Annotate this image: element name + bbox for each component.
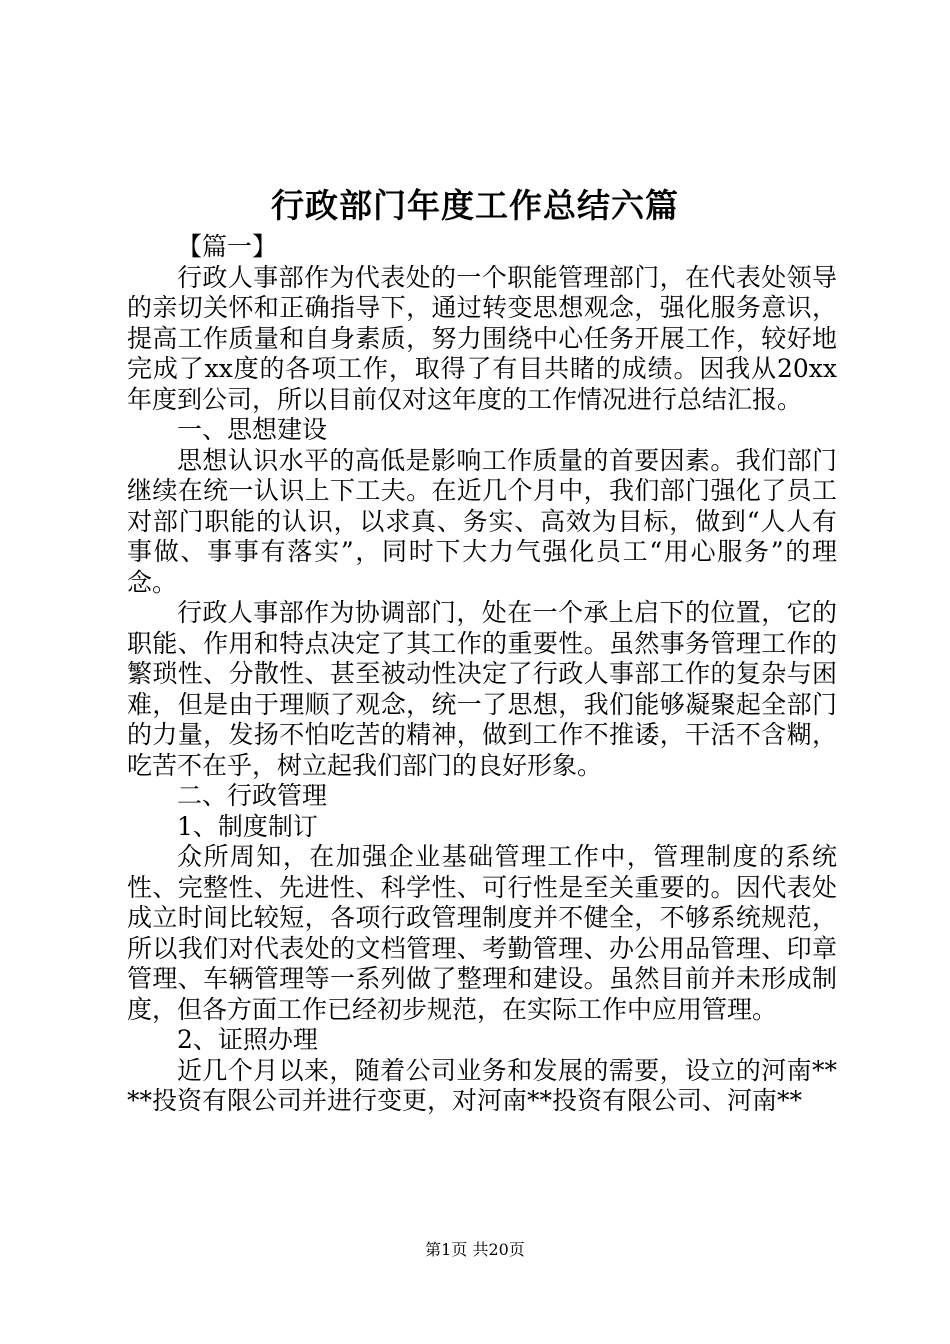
document-title: 行政部门年度工作总结六篇 bbox=[271, 186, 679, 225]
body-paragraph: 近几个月以来，随着公司业务和发展的需要，设立的河南****投资有限公司并进行变更，对河南**投资有限公司、河南** bbox=[127, 1055, 837, 1115]
section-label: 【篇一】 bbox=[177, 232, 278, 261]
subsection-heading: 2、证照办理 bbox=[177, 1025, 318, 1054]
body-paragraph: 思想认识水平的高低是影响工作质量的首要因素。我们部门继续在统一认识上下工夫。在近几个月中，我们部门强化了员工对部门职能的认识，以求真、务实、高效为目标，做到“人人有事做、事事有落实”，同时下大力气强化员工“用心服务”的理念。 bbox=[127, 445, 837, 597]
section-heading: 一、思想建设 bbox=[177, 415, 328, 444]
body-paragraph: 行政人事部作为协调部门，处在一个承上启下的位置，它的职能、作用和特点决定了其工作的重要性。虽然事务管理工作的繁琐性、分散性、甚至被动性决定了行政人事部工作的复杂与困难，但是由于理顺了观念，统一了思想，我们能够凝聚起全部门的力量，发扬不怕吃苦的精神，做到工作不推诿，干活不含糊，吃苦不在乎，树立起我们部门的良好形象。 bbox=[127, 598, 837, 780]
subsection-heading: 1、制度制订 bbox=[177, 811, 318, 841]
body-paragraph: 行政人事部作为代表处的一个职能管理部门，在代表处领导的亲切关怀和正确指导下，通过转变思想观念，强化服务意识，提高工作质量和自身素质，努力围绕中心任务开展工作，较好地完成了xx度的各项工作，取得了有目共睹的成绩。因我从20xx年度到公司，所以目前仅对这年度的工作情况进行总结汇报。 bbox=[127, 262, 837, 414]
document-body bbox=[127, 232, 837, 1117]
section-heading: 二、行政管理 bbox=[177, 781, 328, 810]
body-paragraph: 众所周知，在加强企业基础管理工作中，管理制度的系统性、完整性、先进性、科学性、可行性是至关重要的。因代表处成立时间比较短，各项行政管理制度并不健全，不够系统规范，所以我们对代表处的文档管理、考勤管理、办公用品管理、印章管理、车辆管理等一系列做了整理和建设。虽然目前并未形成制度，但各方面工作已经初步规范，在实际工作中应用管理。 bbox=[127, 842, 837, 1024]
page-footer: 第1页 共20页 bbox=[425, 1240, 525, 1259]
